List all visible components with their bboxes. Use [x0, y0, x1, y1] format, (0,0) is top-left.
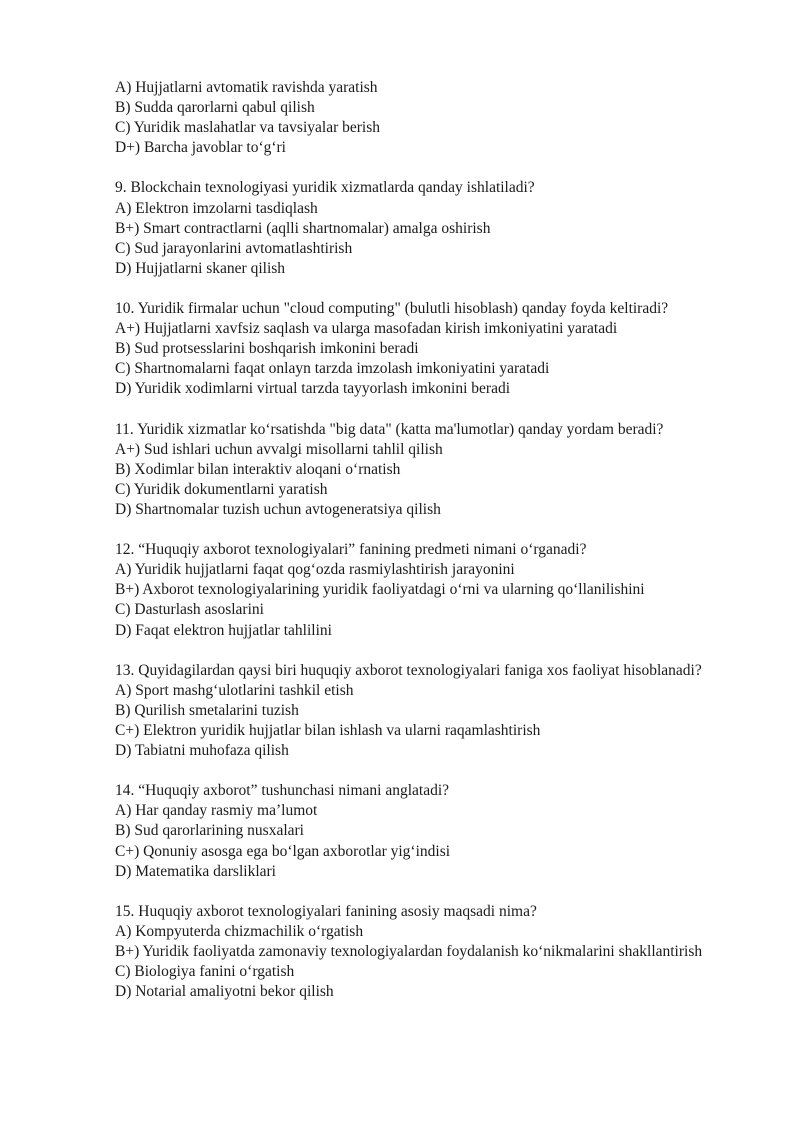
answer-option: C+) Elektron yuridik hujjatlar bilan ishlash va ularni raqamlashtirish — [115, 722, 541, 739]
answer-option: C) Sud jarayonlarini avtomatlashtirish — [115, 239, 353, 257]
question-text: 12. “Huquqiy axborot texnologiyalari” fanining predmeti nimani o‘rganadi? — [115, 541, 587, 559]
question-text: 10. Yuridik firmalar uchun "cloud computing" (bulutli hisoblash) qanday foyda keltiradi? — [115, 300, 669, 318]
answer-option: D+) Barcha javoblar to‘g‘ri — [115, 139, 286, 157]
question-text: 11. Yuridik xizmatlar ko‘rsatishda "big data" (katta ma'lumotlar) qanday yordam beradi? — [115, 420, 664, 438]
question-text: 9. Blockchain texnologiyasi yuridik xizmatlarda qanday ishlatiladi? — [115, 179, 535, 197]
answer-option: B) Sud protsesslarini boshqarish imkonini beradi — [115, 340, 419, 358]
answer-option: A) Kompyuterda chizmachilik o‘rgatish — [115, 922, 364, 940]
answer-option: B) Qurilish smetalarini tuzish — [115, 701, 299, 719]
answer-option: B+) Yuridik faoliyatda zamonaviy texnologiyalardan foydalanish ko‘nikmalarini shakllantirish — [115, 943, 703, 961]
answer-option: D) Matematika darsliklari — [115, 862, 276, 880]
question-block-8 — [115, 78, 750, 158]
answer-option: D) Faqat elektron hujjatlar tahlilini — [115, 621, 332, 639]
answer-option: D) Yuridik xodimlarni virtual tarzda tayyorlash imkonini beradi — [115, 380, 511, 398]
question-block-12 — [115, 540, 750, 640]
answer-option: D) Shartnomalar tuzish uchun avtogeneratsiya qilish — [115, 500, 441, 518]
answer-option: A) Hujjatlarni avtomatik ravishda yaratish — [115, 79, 378, 96]
answer-option: C) Yuridik dokumentlarni yaratish — [115, 480, 328, 498]
answer-option: B+) Smart contractlarni (aqlli shartnomalar) amalga oshirish — [115, 219, 491, 237]
answer-option: D) Notarial amaliyotni bekor qilish — [115, 983, 334, 1001]
question-block-9 — [115, 178, 750, 278]
question-text: 14. “Huquqiy axborot” tushunchasi nimani anglatadi? — [115, 782, 450, 800]
question-block-15 — [115, 902, 750, 1002]
answer-option: C) Yuridik maslahatlar va tavsiyalar berish — [115, 119, 380, 137]
question-block-13 — [115, 661, 750, 761]
question-text: 13. Quyidagilardan qaysi biri huquqiy axborot texnologiyalari faniga xos faoliyat hisoblanadi? — [115, 661, 702, 679]
question-block-11 — [115, 420, 750, 520]
answer-option: B) Sud qarorlarining nusxalari — [115, 822, 304, 840]
question-block-14 — [115, 781, 750, 881]
question-block-10 — [115, 299, 750, 399]
answer-option: C+) Qonuniy asosga ega bo‘lgan axborotlar yig‘indisi — [115, 842, 451, 860]
answer-option: A) Elektron imzolarni tasdiqlash — [115, 199, 318, 217]
answer-option: A+) Sud ishlari uchun avvalgi misollarni tahlil qilish — [115, 440, 443, 458]
answer-option: D) Hujjatlarni skaner qilish — [115, 259, 286, 277]
question-text: 15. Huquqiy axborot texnologiyalari fanining asosiy maqsadi nima? — [115, 902, 537, 920]
answer-option: A) Har qanday rasmiy ma’lumot — [115, 802, 318, 820]
answer-option: D) Tabiatni muhofaza qilish — [115, 742, 289, 760]
answer-option: B) Sudda qarorlarni qabul qilish — [115, 99, 315, 117]
answer-option: A) Sport mashg‘ulotlarini tashkil etish — [115, 681, 354, 699]
answer-option: C) Biologiya fanini o‘rgatish — [115, 963, 295, 981]
answer-option: C) Dasturlash asoslarini — [115, 601, 264, 619]
answer-option: C) Shartnomalarni faqat onlayn tarzda imzolash imkoniyatini yaratadi — [115, 360, 550, 378]
answer-option: A) Yuridik hujjatlarni faqat qog‘ozda rasmiylashtirish jarayonini — [115, 561, 515, 579]
answer-option: B) Xodimlar bilan interaktiv aloqani o‘rnatish — [115, 460, 401, 478]
answer-option: A+) Hujjatlarni xavfsiz saqlash va ularga masofadan kirish imkoniyatini yaratadi — [115, 320, 618, 338]
answer-option: B+) Axborot texnologiyalarining yuridik faoliyatdagi o‘rni va ularning qo‘llanilishini — [115, 581, 645, 599]
